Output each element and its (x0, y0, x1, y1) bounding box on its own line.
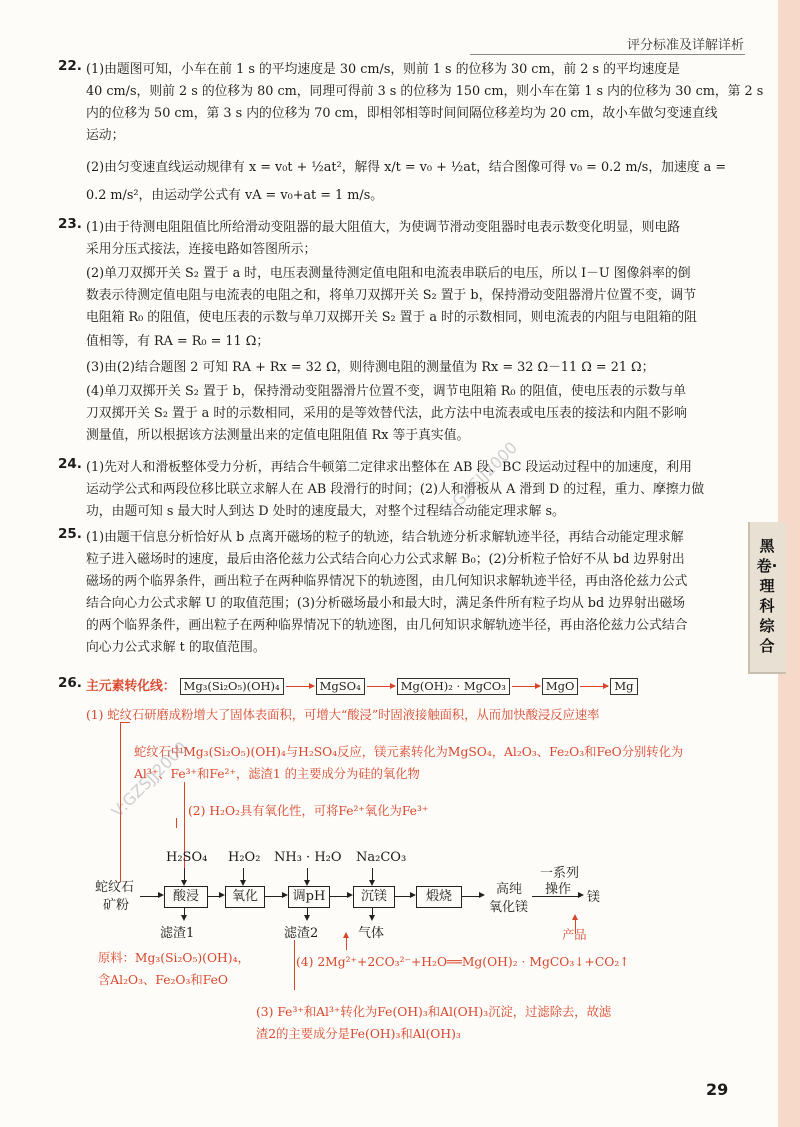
question-number: 23. (58, 216, 82, 232)
q25-line-4: 结合向心力公式求解 U 的取值范围；(3)分析磁场最小和最大时，满足条件所有粒子均从 bd 边界射出磁场 (86, 596, 686, 611)
page-number: 29 (706, 1080, 729, 1099)
connector (294, 940, 295, 990)
q25-line-6: 向心力公式求解 t 的取值范围。 (86, 640, 266, 655)
side-tab-label: 黑卷·理科综合 (756, 537, 778, 655)
connector (346, 936, 347, 950)
question-number: 22. (58, 58, 82, 74)
intermediate-1: 高纯 (496, 882, 523, 897)
question-number: 25. (58, 526, 82, 542)
annotation-4: (4) 2Mg²⁺+2CO₃²⁻+H₂O══Mg(OH)₂ · MgCO₃↓+CO₂↑ (296, 955, 630, 969)
flow-start-1: 蛇纹石 (95, 880, 135, 895)
arrow-icon (367, 686, 395, 687)
q23-line-4: 数表示待测定值电阻与电流表的电阻之和，将单刀双掷开关 S₂ 置于 b，保持滑动变阻器滑片位置不变，调节 (86, 288, 697, 303)
chain-label: 主元素转化线： (86, 679, 176, 694)
question-number: 24. (58, 456, 82, 472)
question-22 (58, 58, 764, 208)
reagent-line (372, 868, 373, 880)
q25-line-1: (1)由题干信息分析恰好从 b 点离开磁场的粒子的轨迹，结合轨迹分析求解轨迹半径，再结合动能定理求解 (86, 530, 684, 545)
q23-line-5: 电阻箱 R₀ 的阻值，使电压表的示数与单刀双掷开关 S₂ 置于 a 时的示数相同，则电流表的内阻与电阻箱的阻 (86, 310, 697, 325)
arrow-up-icon (572, 914, 578, 920)
q22-line-5: (2)由匀变速直线运动规律有 x = v₀t + ½at²，解得 x/t = v₀ + ½at，结合图像可得 v₀ = 0.2 m/s，加速度 a = (86, 160, 727, 175)
waste-2: 滤渣2 (284, 926, 319, 941)
q23-line-6: 值相等，有 RA = R₀ = 11 Ω； (86, 334, 270, 349)
page-header: 评分标准及详解详析 (626, 38, 744, 53)
flow-line (264, 896, 284, 897)
flow-line (461, 896, 481, 897)
raw-material-1: 原料：Mg₃(Si₂O₅)(OH)₄， (98, 951, 250, 965)
question-number: 26. (58, 675, 82, 691)
chain-item: Mg(OH)₂ · MgCO₃ (397, 678, 510, 695)
q22-line-2: 40 cm/s，则前 2 s 的位移为 80 cm，同理可得前 3 s 的位移为 150 cm，则小车在第 1 s 内的位移为 30 cm，第 2 s (86, 84, 764, 99)
arrow-icon (286, 686, 314, 687)
connector (184, 782, 185, 880)
q23-line-9: 刀双掷开关 S₂ 置于 a 时的示数相同，采用的是等效替代法，此方法中电流表或电压表的接法和内阻不影响 (86, 406, 687, 421)
step-precipitate: 沉镁 (353, 886, 395, 908)
intermediate-2: 氧化镁 (489, 900, 529, 915)
q25-line-5: 的两个临界条件，画出粒子在两种临界情况下的轨迹图，由几何知识求解轨迹半径，再由洛伦兹力公式结合 (86, 618, 688, 633)
annotation-2-line-1: 蛇纹石中Mg₃(Si₂O₅)(OH)₄与H₂SO₄反应，镁元素转化为MgSO₄，Al₂O₃、Fe₂O₃和FeO分别转化为 (134, 745, 684, 759)
arrow-down-icon (369, 915, 375, 921)
arrow-up-icon (343, 932, 349, 938)
flow-line (329, 896, 349, 897)
annotation-5-line-2: 渣2的主要成分是Fe(OH)₃和Al(OH)₃ (256, 1027, 461, 1041)
waste-1: 滤渣1 (160, 926, 195, 941)
question-23 (58, 216, 748, 456)
reagent-h2so4: H₂SO₄ (166, 850, 208, 865)
q23-line-8: (4)单刀双掷开关 S₂ 置于 b，保持滑动变阻器滑片位置不变，调节电阻箱 R₀ 的阻值，使电压表的示数与单 (86, 384, 686, 399)
chain-item: MgO (542, 678, 579, 695)
reagent-line (307, 868, 308, 880)
series-label-1: 一系列 (540, 866, 580, 881)
reagent-na2co3: Na₂CO₃ (356, 850, 407, 865)
flow-line (532, 896, 580, 897)
q23-line-2: 采用分压式接法，连接电路如答图所示； (86, 242, 317, 257)
reagent-line (243, 868, 244, 880)
q24-line-3: 功，由题可知 s 最大时人到达 D 处时的速度最大，对整个过程结合动能定理求解 s。 (86, 504, 565, 519)
flow-start-2: 矿粉 (103, 898, 130, 913)
step-acid-leach: 酸浸 (164, 886, 208, 908)
step-adjust-ph: 调pH (288, 886, 330, 908)
chain-item: Mg₃(Si₂O₅)(OH)₄ (180, 678, 284, 695)
q23-line-1: (1)由于待测电阻阻值比所给滑动变阻器的最大阻值大，为使调节滑动变阻器时电表示数变化明显，则电路 (86, 220, 680, 235)
annotation-3: (2) H₂O₂具有氧化性，可将Fe²⁺氧化为Fe³⁺ (188, 804, 429, 818)
arrow-icon (512, 686, 540, 687)
arrow-down-icon (181, 915, 187, 921)
q25-line-3: 磁场的两个临界条件，画出粒子在两种临界情况下的轨迹图，由几何知识求解轨迹半径，再由洛伦兹力公式 (86, 574, 688, 589)
flow-line (140, 896, 160, 897)
reagent-ammonia: NH₃ · H₂O (274, 850, 342, 865)
arrow-right-icon (578, 892, 584, 898)
q22-line-1: (1)由题图可知，小车在前 1 s 的平均速度是 30 cm/s，则前 1 s 的位移为 30 cm，前 2 s 的平均速度是 (86, 62, 680, 77)
reagent-line (184, 868, 185, 880)
step-calcine: 煅烧 (416, 886, 462, 908)
watermark: V:GZSJJ2000 (107, 737, 191, 822)
chain-item: MgSO₄ (316, 678, 365, 695)
annotation-1: (1) 蛇纹石研磨成粉增大了固体表面积，可增大“酸浸”时固液接触面积，从而加快酸浸反应速率 (86, 708, 600, 722)
product-label: 产品 (562, 928, 587, 942)
waste-gas: 气体 (358, 926, 385, 941)
q25-line-2: 粒子进入磁场时的速度，最后由洛伦兹力公式结合向心力公式求解 B₀；(2)分析粒子恰好不从 bd 边界射出 (86, 552, 685, 567)
connector (120, 722, 130, 723)
annotation-2-line-2: Al³⁺、Fe³⁺和Fe²⁺，滤渣1 的主要成分为硅的氧化物 (134, 767, 420, 781)
q23-line-10: 测量值，所以根据该方法测量出来的定值电阻阻值 Rx 等于真实值。 (86, 428, 470, 443)
question-25 (58, 526, 748, 666)
header-rule (470, 54, 745, 55)
reagent-h2o2: H₂O₂ (228, 850, 261, 865)
q22-line-3: 内的位移为 50 cm，第 3 s 内的位移为 70 cm，即相邻相等时间间隔位移差均为 20 cm，故小车做匀变速直线 (86, 106, 718, 121)
annotation-5-line-1: (3) Fe³⁺和Al³⁺转化为Fe(OH)₃和Al(OH)₃沉淀，过滤除去，故滤 (256, 1005, 612, 1019)
q22-line-4: 运动； (86, 128, 125, 143)
q23-line-3: (2)单刀双掷开关 S₂ 置于 a 时，电压表测量待测定值电阻和电流表串联后的电压，所以 I－U 图像斜率的倒 (86, 266, 691, 281)
element-chain (86, 675, 638, 695)
final-product: 镁 (587, 890, 601, 905)
question-26 (58, 675, 748, 695)
connector (176, 818, 177, 828)
arrow-right-icon (479, 892, 485, 898)
series-label-2: 操作 (545, 882, 572, 897)
chain-item: Mg (610, 678, 637, 695)
q24-line-1: (1)先对人和滑板整体受力分析，再结合牛顿第二定律求出整体在 AB 段、BC 段运动过程中的加速度，利用 (86, 460, 692, 475)
raw-material-2: 含Al₂O₃、Fe₂O₃和FeO (98, 973, 228, 987)
q22-line-6: 0.2 m/s²，由运动学公式有 vA = v₀+at = 1 m/s。 (86, 188, 384, 203)
q24-line-2: 运动学公式和两段位移比联立求解人在 AB 段滑行的时间；(2)人和滑板从 A 滑到 D 的过程，重力、摩擦力做 (86, 482, 705, 497)
question-24 (58, 456, 748, 526)
step-oxidize: 氧化 (225, 886, 265, 908)
watermark: V:GZSJJ2000 (437, 437, 521, 522)
q23-line-7: (3)由(2)结合题图 2 可知 RA + Rx = 32 Ω，则待测电阻的测量值为 Rx = 32 Ω－11 Ω = 21 Ω； (86, 360, 655, 375)
arrow-icon (580, 686, 608, 687)
arrow-down-icon (304, 915, 310, 921)
